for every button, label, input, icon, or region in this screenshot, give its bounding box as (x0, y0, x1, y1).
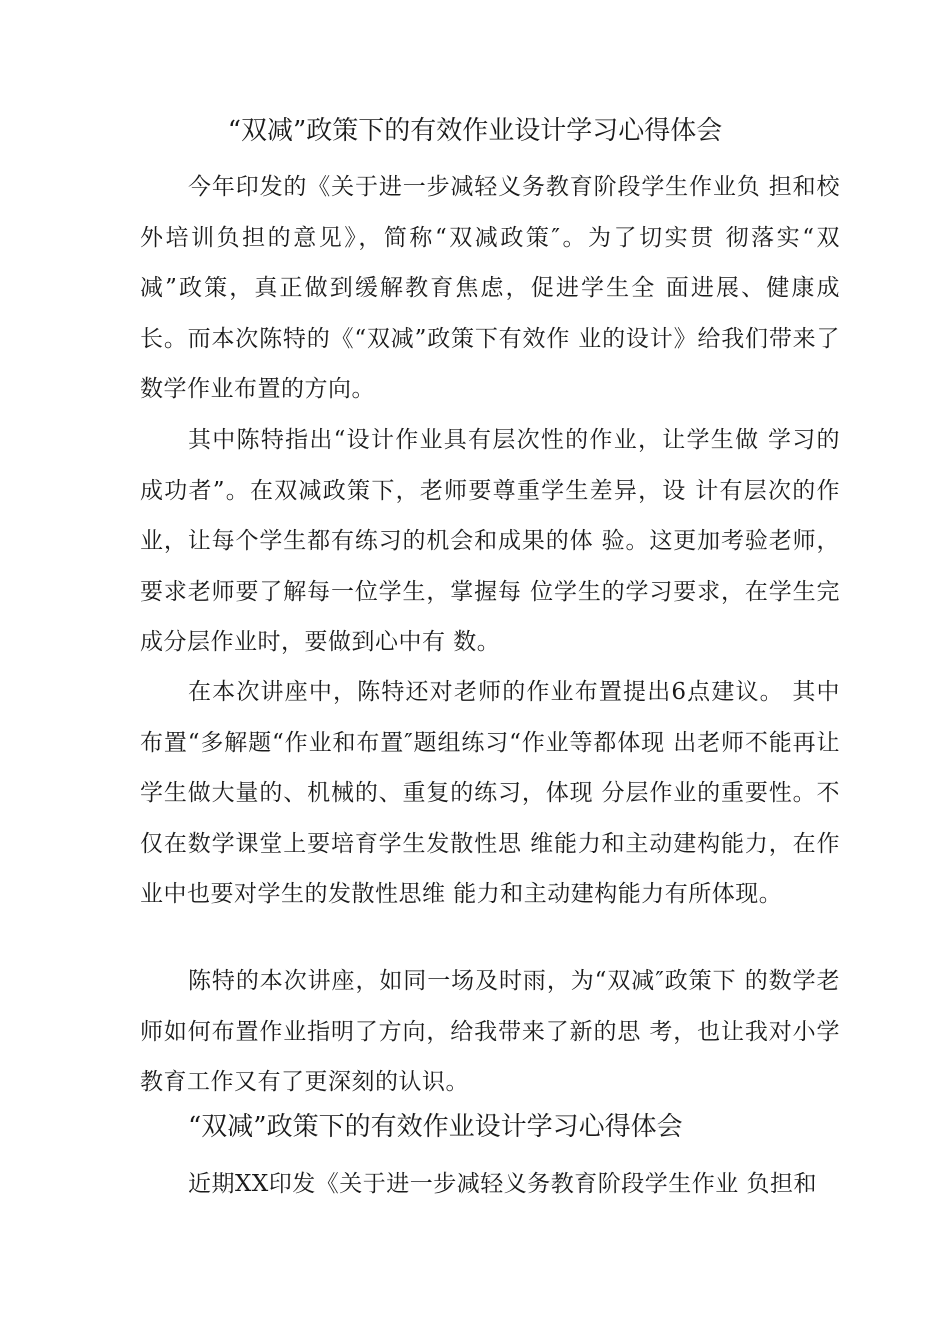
paragraph-3: 在本次讲座中，陈特还对老师的作业布置提出6点建议。 其中布置“多解题“作业和布置″题组练习“作业等都体现 出老师不能再让学生做大量的、机械的、重复的练习，体现 分层作业的重要性。不仅在数学课堂上要培育学生发散性思 维能力和主动建构能力，在作业中也要对学生的发散性思维 能力和主动建构能力有所体现。 (140, 679, 840, 907)
paragraph-2: 其中陈特指出“设计作业具有层次性的作业，让学生做 学习的成功者”。在双减政策下，老师要尊重学生差异，设 计有层次的作业，让每个学生都有练习的机会和成果的体 验。这更加考验老师，要求老师要了解每一位学生，掌握每 位学生的学习要求，在学生完成分层作业时，要做到心中有 数。 (140, 427, 840, 655)
second-document-first-line: 近期XX印发《关于进一步减轻义务教育阶段学生作业 负担和 (188, 1171, 818, 1197)
paragraph-1: 今年印发的《关于进一步减轻义务教育阶段学生作业负 担和校外培训负担的意见》，简称“双减政策″。为了切实贯 彻落实“双减”政策，真正做到缓解教育焦虑，促进学生全 面进展、健康成长。而本次陈特的《“双减”政策下有效作 业的设计》给我们带来了数学作业布置的方向。 (140, 174, 840, 402)
second-document-title: “双减”政策下的有效作业设计学习心得体会 (188, 1112, 683, 1142)
paragraph-4: 陈特的本次讲座，如同一场及时雨，为“双减″政策下 的数学老师如何布置作业指明了方向，给我带来了新的思 考，也让我对小学教育工作又有了更深刻的认识。 (140, 968, 840, 1095)
document-title: “双减”政策下的有效作业设计学习心得体会 (227, 116, 723, 146)
